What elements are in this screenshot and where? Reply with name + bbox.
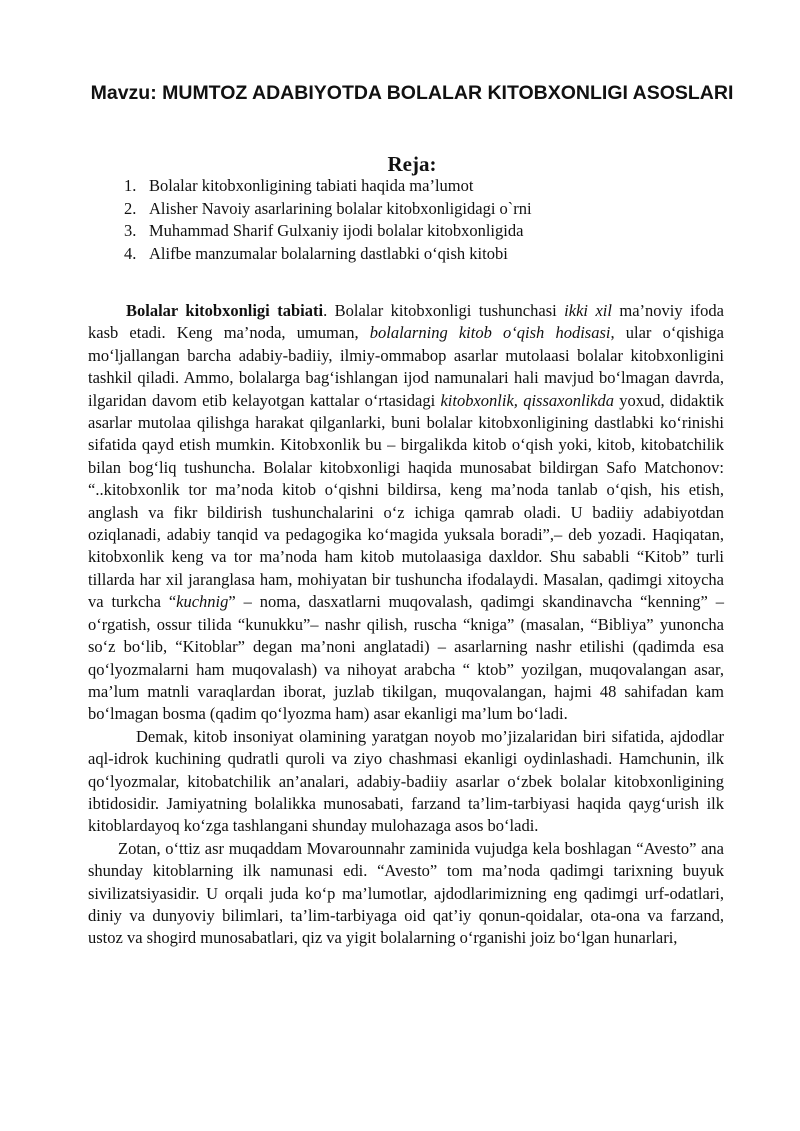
emphasis-text: kitobxonlik, qissaxonlikda [440, 390, 614, 410]
section-lead-heading: Bolalar kitobxonligi tabiati [126, 301, 324, 320]
emphasis-text: bolalarning kitob o‘qish hodisasi [369, 323, 611, 343]
plan-item [124, 198, 532, 221]
paragraph-text: yoxud, didaktik asarlar mutolaa qilishga harakat qilganlarki, buni bolalar kitobxonligining dastlabki ko‘rinishi sifatida qayd etish mumkin. Kitobxonlik bu – birgalikda kitob o‘qish yoki, kitob, kitobatchilik bilan bog‘liq tushuncha. Bolalar kitobxonligi haqida munosabat bildirgan Safo Matchonov: “..kitobxonlik tor ma’noda kitob o‘qishni bildirsa, keng ma’noda tanlab o‘qish, his etish, anglash va fikr bildirish tushunchalarini o‘z ichiga qamrab oladi. U badiiy adabiyotdan oziqlanadi, adabiy tanqid va pedagogika ko‘magida yuksala boradi”,– deb yozadi. Haqiqatan, kitobxonlik keng va tor ma’noda ham kitob mutolaasiga daxldor. Shu sababli “Kitob” turli tillarda har xil jaranglasa ham, mohiyatan bir tushuncha ifodalaydi. Masalan, qadimgi xitoycha va turkcha “ [88, 390, 724, 612]
plan-item [124, 175, 532, 198]
plan-item-text: Alisher Navoiy asarlarining bolalar kitobxonligidagi o`rni [149, 198, 532, 218]
emphasis-text: ikki xil [564, 301, 612, 320]
paragraph-text: ma’noviy ifoda kasb etadi. Keng ma’noda, umuman, [88, 301, 724, 343]
paragraph-avesto: Zotan, o‘ttiz asr muqaddam Movarounnahr zaminida vujudga kela boshlagan “Avesto” ana shunday kitoblarning ilk namunasi edi. “Avesto” tom ma’noda qadimgi tarixning buyuk sivilizatsiyasidir. U orqali juda ko‘p ma’lumotlar, ajdodlarimizning eng qadimgi urf-odatlari, diniy va dunyoviy bilimlari, ta’lim-tarbiyaga oid qat’iy qonun-qoidalar, ota-ona va farzand, ustoz va shogird munosabatlari, qiz va yigit bolalarning o‘rganishi joiz bo‘lgan hunarlari, [88, 838, 724, 948]
document-body [88, 300, 724, 950]
plan-item-number: 4. [124, 243, 137, 263]
paragraph-text: ” – noma, dasxatlarni muqovalash, qadimgi skandinavcha “kenning” – o‘rgatish, ossur tilida “kunukku”– nashr qilish, ruscha “kniga” (masalan, “Bibliya” yunoncha so‘z bo‘lib, “Kitoblar” degan ma’noni anglatadi) – asarlarning nashr etilishi (qadimda esa qo‘lyozmalarni ham muqovalash) va nihoyat arabcha “ ktob” yozilgan, muqovalangan asar, ma’lum matnli varaqlardan iborat, juzlab tikilgan, muqovalangan, hajmi 48 sahifadan kam bo‘lmagan bosma (qadim qo‘lyozma ham) asar ekanligi ma’lum bo‘ladi. [88, 592, 725, 724]
paragraph-children-reading-nature [88, 300, 724, 726]
plan-item [124, 243, 532, 266]
plan-item-text: Alifbe manzumalar bolalarning dastlabki o‘qish kitobi [149, 243, 508, 263]
document-title: Mavzu: MUMTOZ ADABIYOTDA BOLALAR KITOBXONLIGI ASOSLARI [90, 82, 734, 104]
plan-item [124, 220, 532, 243]
paragraph-text: . Bolalar kitobxonligi tushunchasi [323, 301, 565, 320]
plan-item-text: Bolalar kitobxonligining tabiati haqida ma’lumot [149, 176, 474, 195]
paragraph-text: , ular o‘qishiga mo‘ljallangan barcha adabiy-badiiy, ilmiy-ommabop asarlar mutolaasi bolalar kitobxonligini tashkil qiladi. Ammo, bolalarga bag‘ishlangan ijod namunalari hali mavjud bo‘lmagan davrda, ilgaridan davom etib kelayotgan kattalar o‘rtasidagi [88, 323, 724, 410]
plan-item-number: 2. [124, 198, 137, 218]
paragraph-book-as-miracle: Demak, kitob insoniyat olamining yaratgan noyob mo’jizalaridan biri sifatida, ajdodlar aql-idrok kuchining qudratli quroli va ziyo chashmasi ekanligi oydinlashadi. Hamchunin, ilk qo‘lyozmalar, kitobatchilik an’analari, adabiy-badiiy asarlar o‘zbek bolalar kitobxonligining ibtidosidir. Jamiyatning bolalikka munosabati, farzand ta’lim-tarbiyasi haqida qayg‘urish ilk kitoblardayoq ko‘zga tashlangani shunday mulohazaga asos bo‘ladi. [88, 726, 724, 836]
plan-item-number: 1. [124, 176, 137, 195]
plan-heading: Reja: [387, 152, 437, 176]
plan-list [124, 175, 532, 265]
plan-item-number: 3. [124, 221, 137, 240]
emphasis-text: kuchnig [176, 592, 229, 612]
plan-item-text: Muhammad Sharif Gulxaniy ijodi bolalar kitobxonligida [149, 221, 524, 240]
